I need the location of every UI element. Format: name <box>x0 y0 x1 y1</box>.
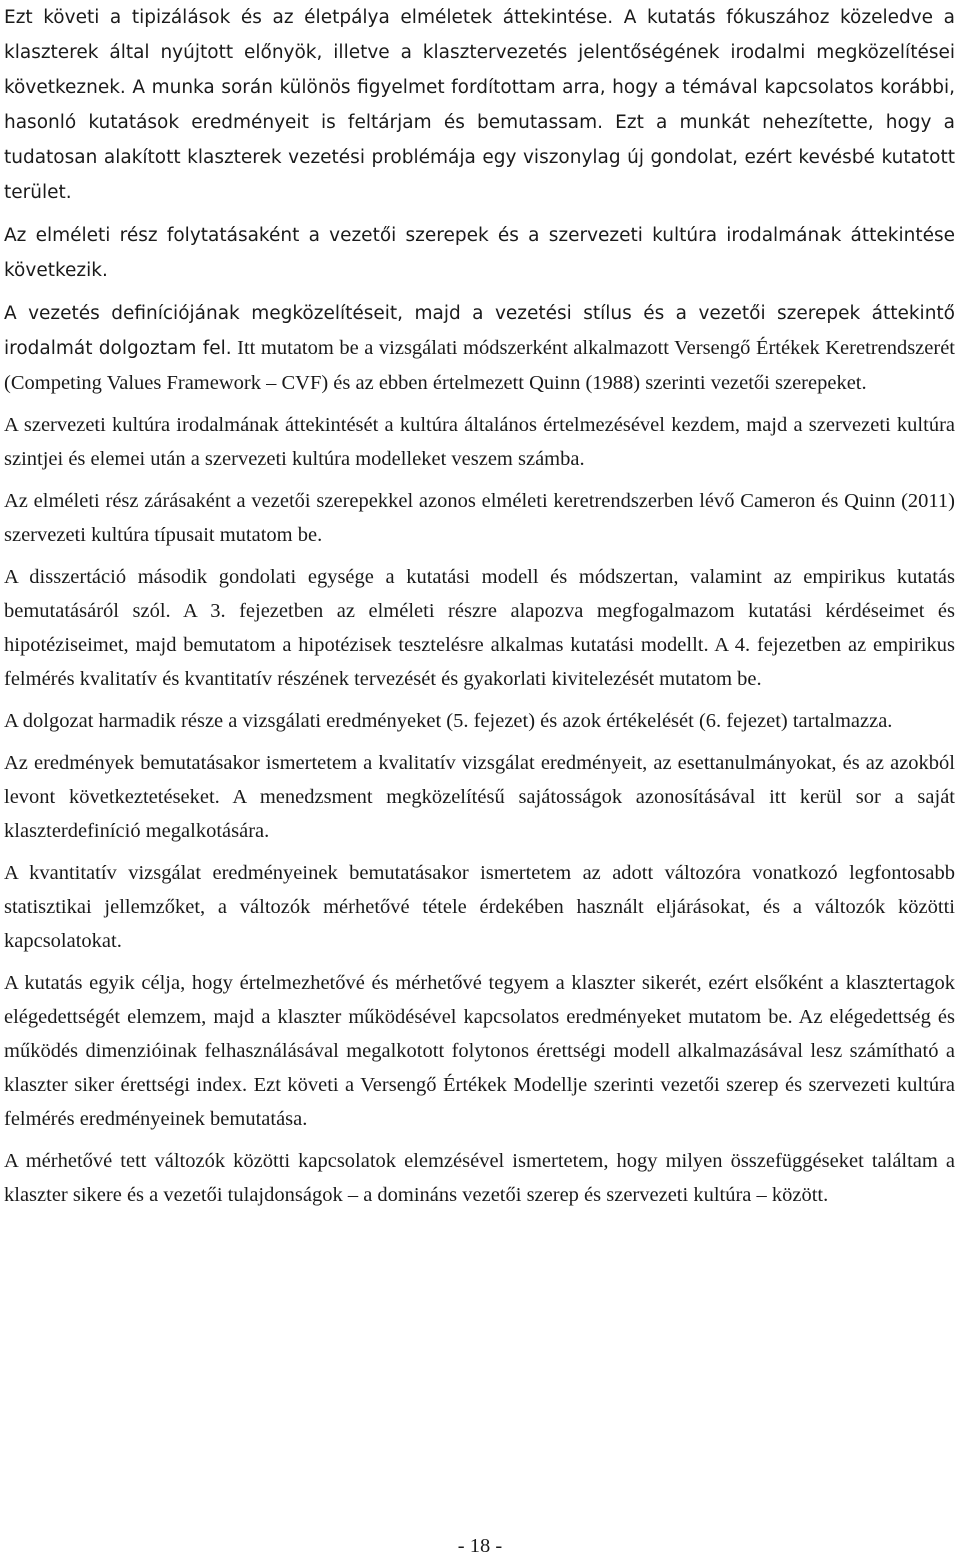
paragraph-2 <box>4 218 955 288</box>
paragraph-11 <box>4 1144 955 1212</box>
paragraph-1 <box>4 0 955 210</box>
paragraph-10 <box>4 966 955 1136</box>
paragraph-8-text: Az eredmények bemutatásakor ismertetem a kvalitatív vizsgálat eredményeit, az esettanulmányokat, és az azokból levont következtetéseket. A menedzsment megközelítésű sajátosságok azonosításával itt kerül sor a saját klaszterdefiníció megalkotására. <box>4 752 955 842</box>
paragraph-2-text: Az elméleti rész folytatásaként a vezetői szerepek és a szervezeti kultúra irodalmának áttekintése következik. <box>4 225 955 281</box>
paragraph-5 <box>4 484 955 552</box>
paragraph-5-text: Az elméleti rész zárásaként a vezetői szerepekkel azonos elméleti keretrendszerben lévő Cameron és Quinn (2011) szervezeti kultúra típusait mutatom be. <box>4 490 955 546</box>
document-body <box>4 0 955 1212</box>
paragraph-7-text: A dolgozat harmadik része a vizsgálati eredményeket (5. fejezet) és azok értékelését (6. fejezet) tartalmazza. <box>4 710 893 732</box>
paragraph-4-text: A szervezeti kultúra irodalmának áttekintését a kultúra általános értelmezésével kezdem, majd a szervezeti kultúra szintjei és elemei után a szervezeti kultúra modelleket veszem számba. <box>4 414 955 470</box>
paragraph-7 <box>4 704 955 738</box>
paragraph-3 <box>4 296 955 400</box>
paragraph-9 <box>4 856 955 958</box>
paragraph-3-text-serif: Itt mutatom be a vizsgálati módszerként alkalmazott Versengő Értékek Keretrendszerét (Competing Values Framework – CVF) és az ebben értelmezett Quinn (1988) szerinti vezetői szerepeket. <box>4 337 955 394</box>
paragraph-10-text: A kutatás egyik célja, hogy értelmezhetővé és mérhetővé tegyem a klaszter sikerét, ezért elsőként a klasztertagok elégedettségét elemzem, majd a klaszter működésével kapcsolatos eredményeket mutatom be. Az elégedettség és működés dimenzióinak felhasználásával megalkotott folytonos érettségi modell alkalmazásával lesz számítható a klaszter siker érettségi index. Ezt követi a Versengő Értékek Modellje szerinti vezetői szerep és szervezeti kultúra felmérés eredményeinek bemutatása. <box>4 972 955 1130</box>
paragraph-3-text-sans: A vezetés definíciójának megközelítéseit, majd a vezetési stílus és a vezetői szerepek áttekintő irodalmát dolgoztam fel. <box>4 303 955 359</box>
paragraph-1-text: Ezt követi a tipizálások és az életpálya elméletek áttekintése. A kutatás fókuszához közeledve a klaszterek által nyújtott előnyök, illetve a klasztervezetés jelentőségének irodalmi megközelítései következnek. A munka során különös figyelmet fordítottam arra, hogy a témával kapcsolatos korábbi, hasonló kutatások eredményeit is feltárjam és bemutassam. Ezt a munkát nehezítette, hogy a tudatosan alakított klaszterek vezetési problémája egy viszonylag új gondolat, ezért kevésbé kutatott terület. <box>4 7 955 203</box>
page-number: - 18 - <box>457 1535 503 1557</box>
paragraph-4 <box>4 408 955 476</box>
paragraph-8 <box>4 746 955 848</box>
paragraph-9-text: A kvantitatív vizsgálat eredményeinek bemutatásakor ismertetem az adott változóra vonatkozó legfontosabb statisztikai jellemzőket, a változók mérhetővé tétele érdekében használt eljárásokat, és a változók közötti kapcsolatokat. <box>4 862 955 952</box>
paragraph-6 <box>4 560 955 696</box>
paragraph-6-text: A disszertáció második gondolati egysége a kutatási modell és módszertan, valamint az empirikus kutatás bemutatásáról szól. A 3. fejezetben az elméleti részre alapozva megfogalmazom kutatási kérdéseimet és hipotéziseimet, majd bemutatom a hipotézisek tesztelésre alkalmas kutatási modellt. A 4. fejezetben az empirikus felmérés kvalitatív és kvantitatív részének tervezését és gyakorlati kivitelezését mutatom be. <box>4 566 955 690</box>
paragraph-11-text: A mérhetővé tett változók közötti kapcsolatok elemzésével ismertetem, hogy milyen összefüggéseket találtam a klaszter sikere és a vezetői tulajdonságok – a domináns vezetői szerep és szervezeti kultúra – között. <box>4 1150 955 1206</box>
